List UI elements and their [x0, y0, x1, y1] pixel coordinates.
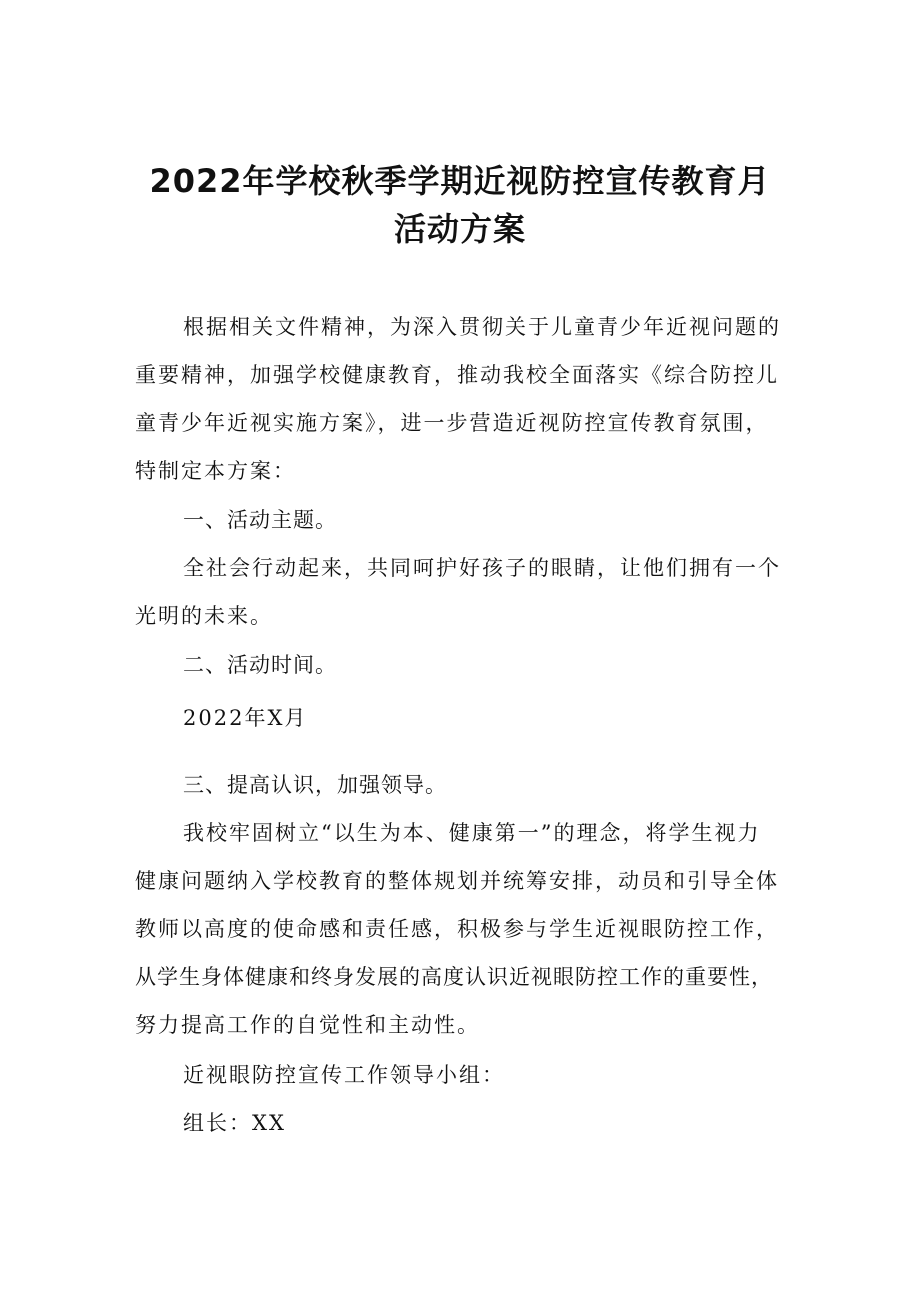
intro-line-1: 根据相关文件精神，为深入贯彻关于儿童青少年近视问题的: [183, 315, 781, 339]
section-2-heading: 二、活动时间。: [183, 653, 337, 677]
section-2-text: 2022年X月: [183, 706, 308, 730]
section-3-line-3: 教师以高度的使命感和责任感，积极参与学生近视眼防控工作，: [135, 917, 779, 941]
section-1-line-2: 光明的未来。: [135, 604, 273, 628]
intro-line-4: 特制定本方案：: [135, 459, 296, 483]
section-3-heading: 三、提高认识，加强领导。: [183, 773, 447, 797]
section-3-line-5: 努力提高工作的自觉性和主动性。: [135, 1013, 480, 1037]
section-3-line-2: 健康问题纳入学校教育的整体规划并统筹安排，动员和引导全体: [135, 869, 779, 893]
section-3-line-1: 我校牢固树立“以生为本、健康第一”的理念，将学生视力: [183, 821, 761, 845]
section-1-line-1: 全社会行动起来，共同呵护好孩子的眼睛，让他们拥有一个: [183, 556, 781, 580]
intro-line-3: 童青少年近视实施方案》，进一步营造近视防控宣传教育氛围，: [135, 411, 769, 435]
section-3-line-4: 从学生身体健康和终身发展的高度认识近视眼防控工作的重要性，: [135, 965, 773, 989]
document-title-line-2: 活动方案: [393, 210, 526, 248]
document-title-line-1: 2022年学校秋季学期近视防控宣传教育月: [149, 162, 771, 200]
intro-line-2: 重要精神，加强学校健康教育，推动我校全面落实《综合防控儿: [135, 363, 779, 387]
section-1-heading: 一、活动主题。: [183, 508, 337, 532]
group-leader-line: 组长：XX: [183, 1111, 286, 1135]
leadership-group-label: 近视眼防控宣传工作领导小组：: [183, 1063, 505, 1087]
